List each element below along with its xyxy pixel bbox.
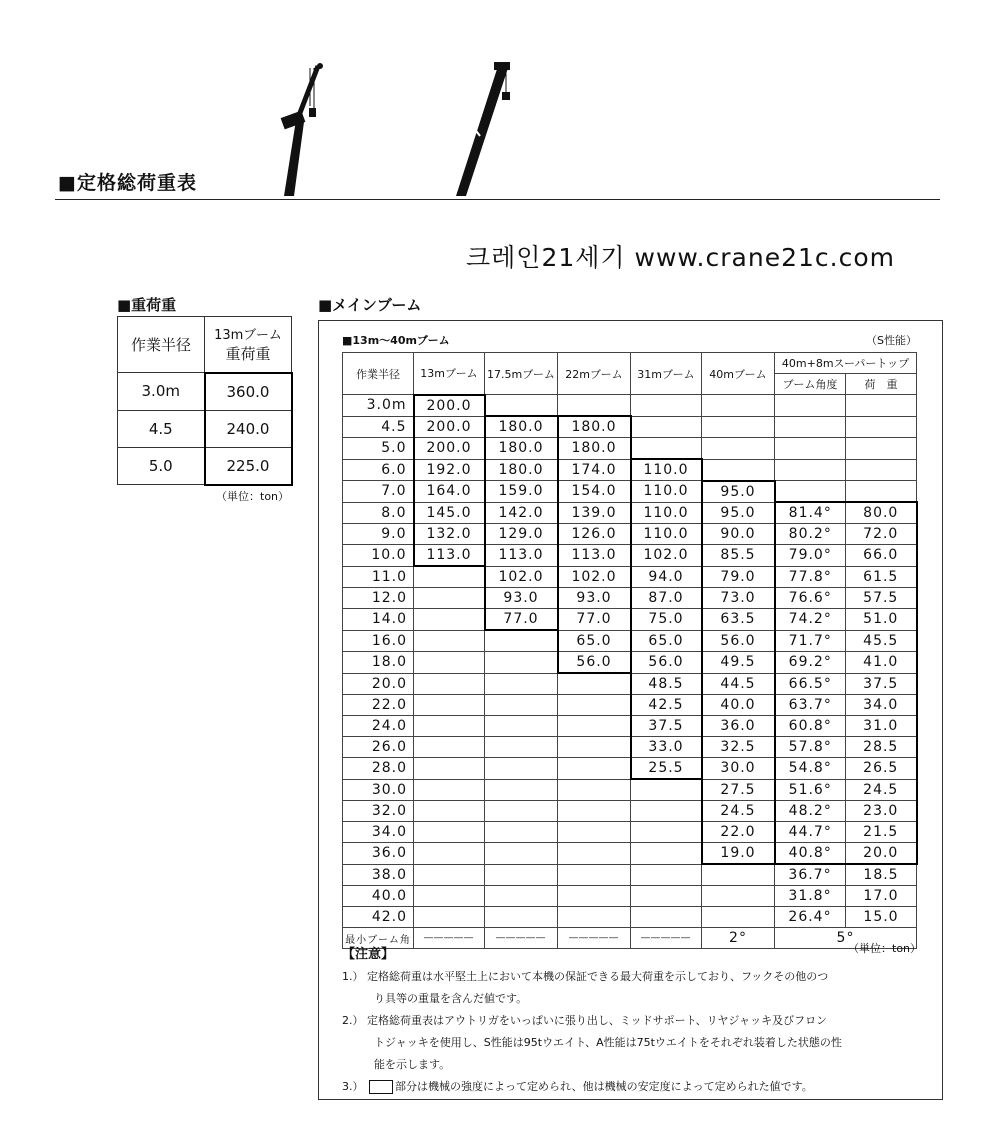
main-spec: （S性能） <box>866 334 917 347</box>
load-13m <box>414 843 485 865</box>
load-31m <box>631 438 702 460</box>
radius-cell: 26.0 <box>343 737 414 758</box>
load-22m <box>558 779 631 801</box>
table-row <box>343 566 917 588</box>
load-17-5m: 129.0 <box>485 524 558 545</box>
load-31m: 110.0 <box>631 524 702 545</box>
load-22m: 56.0 <box>558 652 631 674</box>
load-22m: 174.0 <box>558 459 631 481</box>
load-17-5m <box>485 843 558 865</box>
load-31m: 75.0 <box>631 609 702 631</box>
load-31m: 65.0 <box>631 630 702 652</box>
load-17-5m: 102.0 <box>485 566 558 588</box>
radius-cell: 40.0 <box>343 886 414 907</box>
super-load: 15.0 <box>846 907 917 928</box>
load-31m <box>631 801 702 822</box>
super-load: 51.0 <box>846 609 917 631</box>
table-row <box>343 630 917 652</box>
min-angle-value: 2° <box>702 928 775 949</box>
load-22m: 93.0 <box>558 588 631 609</box>
load-40m: 90.0 <box>702 524 775 545</box>
load-40m: 22.0 <box>702 822 775 843</box>
load-40m: 24.5 <box>702 801 775 822</box>
super-angle: 44.7° <box>775 822 846 843</box>
min-angle-value: ――――― <box>485 928 558 949</box>
load-13m <box>414 609 485 631</box>
load-40m: 44.5 <box>702 673 775 695</box>
load-13m <box>414 588 485 609</box>
load-13m: 145.0 <box>414 502 485 524</box>
super-angle <box>775 459 846 481</box>
min-angle-value: ――――― <box>558 928 631 949</box>
load-17-5m <box>485 630 558 652</box>
super-load: 21.5 <box>846 822 917 843</box>
load-13m <box>414 801 485 822</box>
load-17-5m <box>485 695 558 716</box>
super-load <box>846 395 917 417</box>
notes-heading: 【注意】 <box>342 947 395 962</box>
super-load: 23.0 <box>846 801 917 822</box>
load-17-5m: 93.0 <box>485 588 558 609</box>
main-section-title: ■メインブーム <box>318 296 422 314</box>
load-31m <box>631 779 702 801</box>
load-22m: 102.0 <box>558 566 631 588</box>
load-31m: 25.5 <box>631 758 702 780</box>
super-load: 26.5 <box>846 758 917 780</box>
load-13m: 132.0 <box>414 524 485 545</box>
super-angle <box>775 416 846 438</box>
table-row <box>343 416 917 438</box>
super-angle: 40.8° <box>775 843 846 865</box>
super-load: 80.0 <box>846 502 917 524</box>
note-text: 部分は機械の強度によって定められ、他は機械の安定度によって定められた値です。 <box>395 1080 813 1093</box>
super-load: 20.0 <box>846 843 917 865</box>
load-17-5m: 113.0 <box>485 545 558 567</box>
load-40m: 95.0 <box>702 481 775 503</box>
table-row <box>343 822 917 843</box>
radius-cell: 34.0 <box>343 822 414 843</box>
super-angle: 60.8° <box>775 716 846 737</box>
min-angle-value: ――――― <box>414 928 485 949</box>
load-31m: 94.0 <box>631 566 702 588</box>
load-31m: 56.0 <box>631 652 702 674</box>
load-17-5m <box>485 801 558 822</box>
note-number: 2.） <box>342 1014 364 1027</box>
main-header-13m: 13mブーム <box>414 353 485 395</box>
main-unit: （単位：ton） <box>848 942 922 955</box>
load-22m: 65.0 <box>558 630 631 652</box>
radius-cell: 3.0m <box>343 395 414 417</box>
load-13m <box>414 758 485 780</box>
load-17-5m: 180.0 <box>485 416 558 438</box>
super-angle: 54.8° <box>775 758 846 780</box>
load-17-5m <box>485 758 558 780</box>
radius-cell: 9.0 <box>343 524 414 545</box>
load-13m <box>414 673 485 695</box>
table-row <box>343 524 917 545</box>
load-17-5m: 77.0 <box>485 609 558 631</box>
radius-cell: 24.0 <box>343 716 414 737</box>
load-17-5m <box>485 716 558 737</box>
load-22m <box>558 395 631 417</box>
load-40m: 32.5 <box>702 737 775 758</box>
load-17-5m: 142.0 <box>485 502 558 524</box>
load-13m: 200.0 <box>414 395 485 417</box>
notes-section <box>342 944 922 1098</box>
note-3 <box>342 1076 922 1098</box>
super-load <box>846 416 917 438</box>
load-22m: 126.0 <box>558 524 631 545</box>
load-22m <box>558 673 631 695</box>
load-31m: 110.0 <box>631 481 702 503</box>
super-load <box>846 459 917 481</box>
heavy-load-table <box>117 316 293 486</box>
load-40m: 49.5 <box>702 652 775 674</box>
load-40m: 56.0 <box>702 630 775 652</box>
table-row <box>343 907 917 928</box>
super-angle: 77.8° <box>775 566 846 588</box>
note-2 <box>342 1010 922 1032</box>
load-22m <box>558 822 631 843</box>
heavy-header-boom-line1: 13mブーム <box>214 328 282 344</box>
super-load: 57.5 <box>846 588 917 609</box>
load-17-5m: 180.0 <box>485 438 558 460</box>
watermark: 크레인21세기 www.crane21c.com <box>466 243 895 272</box>
page-title: ■定格総荷重表 <box>58 172 197 194</box>
load-31m <box>631 416 702 438</box>
radius-cell: 6.0 <box>343 459 414 481</box>
super-angle: 74.2° <box>775 609 846 631</box>
super-load: 37.5 <box>846 673 917 695</box>
load-40m <box>702 416 775 438</box>
load-40m: 63.5 <box>702 609 775 631</box>
super-angle: 80.2° <box>775 524 846 545</box>
super-load: 66.0 <box>846 545 917 567</box>
load-40m <box>702 395 775 417</box>
super-load: 24.5 <box>846 779 917 801</box>
super-angle: 81.4° <box>775 502 846 524</box>
radius-cell: 7.0 <box>343 481 414 503</box>
load-13m <box>414 737 485 758</box>
load-40m <box>702 438 775 460</box>
load-31m: 110.0 <box>631 502 702 524</box>
table-row <box>343 695 917 716</box>
super-angle <box>775 481 846 503</box>
heavy-radius: 4.5 <box>118 410 205 447</box>
super-load <box>846 481 917 503</box>
radius-cell: 42.0 <box>343 907 414 928</box>
crane-illustration-folded <box>270 58 340 198</box>
main-header-boom-angle: ブーム角度 <box>775 374 846 395</box>
table-row <box>343 758 917 780</box>
heavy-unit: （単位：ton） <box>216 490 290 503</box>
load-22m <box>558 695 631 716</box>
load-22m <box>558 864 631 886</box>
note-text: 定格総荷重表はアウトリガをいっぱいに張り出し、ミッドサポート、リヤジャッキ及びフロン <box>367 1014 828 1027</box>
main-header-31m: 31mブーム <box>631 353 702 395</box>
table-row <box>343 652 917 674</box>
load-40m: 73.0 <box>702 588 775 609</box>
heavy-load: 240.0 <box>205 410 292 447</box>
load-17-5m <box>485 395 558 417</box>
super-angle: 48.2° <box>775 801 846 822</box>
heavy-load: 225.0 <box>205 447 292 485</box>
super-load: 17.0 <box>846 886 917 907</box>
super-angle: 71.7° <box>775 630 846 652</box>
main-header-40m: 40mブーム <box>702 353 775 395</box>
table-row <box>343 609 917 631</box>
load-13m <box>414 695 485 716</box>
load-17-5m <box>485 864 558 886</box>
load-31m <box>631 886 702 907</box>
load-17-5m: 159.0 <box>485 481 558 503</box>
super-load: 61.5 <box>846 566 917 588</box>
note-number: 3.） <box>342 1080 364 1093</box>
table-row <box>343 673 917 695</box>
table-row <box>343 545 917 567</box>
load-13m: 200.0 <box>414 438 485 460</box>
load-40m: 27.5 <box>702 779 775 801</box>
radius-cell: 28.0 <box>343 758 414 780</box>
main-header-load: 荷 重 <box>846 374 917 395</box>
super-load: 34.0 <box>846 695 917 716</box>
load-13m <box>414 566 485 588</box>
heavy-header-radius: 作業半径 <box>118 317 205 373</box>
load-17-5m <box>485 779 558 801</box>
load-40m: 19.0 <box>702 843 775 865</box>
load-31m: 102.0 <box>631 545 702 567</box>
radius-cell: 5.0 <box>343 438 414 460</box>
heavy-header-boom <box>205 317 292 373</box>
heavy-radius: 3.0m <box>118 373 205 411</box>
super-load <box>846 438 917 460</box>
table-row <box>343 395 917 417</box>
load-13m <box>414 886 485 907</box>
super-angle: 26.4° <box>775 907 846 928</box>
radius-cell: 14.0 <box>343 609 414 631</box>
load-40m: 36.0 <box>702 716 775 737</box>
table-row <box>343 481 917 503</box>
load-40m <box>702 907 775 928</box>
super-angle <box>775 438 846 460</box>
load-13m <box>414 630 485 652</box>
load-13m <box>414 779 485 801</box>
min-angle-label: 最小ブーム角 <box>343 928 414 949</box>
radius-cell: 36.0 <box>343 843 414 865</box>
radius-cell: 18.0 <box>343 652 414 674</box>
load-22m <box>558 907 631 928</box>
radius-cell: 20.0 <box>343 673 414 695</box>
load-17-5m <box>485 737 558 758</box>
load-31m <box>631 822 702 843</box>
super-load: 31.0 <box>846 716 917 737</box>
load-13m <box>414 907 485 928</box>
table-row <box>343 864 917 886</box>
load-17-5m <box>485 886 558 907</box>
load-17-5m <box>485 907 558 928</box>
crane-illustration-straight <box>450 58 520 198</box>
load-40m: 95.0 <box>702 502 775 524</box>
load-31m: 110.0 <box>631 459 702 481</box>
load-22m <box>558 758 631 780</box>
heavy-load: 360.0 <box>205 373 292 411</box>
load-22m: 180.0 <box>558 438 631 460</box>
load-13m <box>414 716 485 737</box>
table-row <box>343 438 917 460</box>
table-row <box>343 716 917 737</box>
load-40m: 85.5 <box>702 545 775 567</box>
load-13m <box>414 822 485 843</box>
note-2-cont-2: 能を示します。 <box>374 1058 451 1071</box>
note-1-cont: り具等の重量を含んだ値です。 <box>374 992 528 1005</box>
load-22m <box>558 843 631 865</box>
radius-cell: 10.0 <box>343 545 414 567</box>
radius-cell: 16.0 <box>343 630 414 652</box>
note-text: 定格総荷重は水平堅土上において本機の保証できる最大荷重を示しており、フックその他のつ <box>367 970 829 983</box>
load-22m <box>558 801 631 822</box>
super-load: 45.5 <box>846 630 917 652</box>
load-31m <box>631 864 702 886</box>
min-angle-value: 5° <box>775 928 917 949</box>
super-angle: 76.6° <box>775 588 846 609</box>
load-31m <box>631 843 702 865</box>
load-22m <box>558 716 631 737</box>
load-40m: 79.0 <box>702 566 775 588</box>
load-22m <box>558 886 631 907</box>
super-angle: 63.7° <box>775 695 846 716</box>
main-subtitle: ■13m～40mブーム <box>342 334 450 347</box>
heavy-header-boom-line2: 重荷重 <box>225 345 271 364</box>
load-13m: 113.0 <box>414 545 485 567</box>
radius-cell: 38.0 <box>343 864 414 886</box>
load-22m <box>558 737 631 758</box>
load-40m <box>702 886 775 907</box>
heavy-section-title: ■重荷重 <box>117 296 177 314</box>
main-header-radius: 作業半径 <box>343 353 414 395</box>
main-header-17-5m: 17.5mブーム <box>485 353 558 395</box>
table-row <box>343 588 917 609</box>
table-row <box>343 459 917 481</box>
load-17-5m: 180.0 <box>485 459 558 481</box>
note-number: 1.） <box>342 970 364 983</box>
note-1 <box>342 966 922 988</box>
main-header-super-top: 40m+8mスーパートップ <box>775 353 917 374</box>
radius-cell: 8.0 <box>343 502 414 524</box>
load-13m: 164.0 <box>414 481 485 503</box>
main-boom-table <box>342 352 918 949</box>
super-load: 72.0 <box>846 524 917 545</box>
super-angle: 79.0° <box>775 545 846 567</box>
super-angle: 31.8° <box>775 886 846 907</box>
load-31m: 48.5 <box>631 673 702 695</box>
load-22m: 180.0 <box>558 416 631 438</box>
radius-cell: 22.0 <box>343 695 414 716</box>
load-22m: 77.0 <box>558 609 631 631</box>
title-divider <box>55 199 940 200</box>
load-40m: 40.0 <box>702 695 775 716</box>
load-40m <box>702 459 775 481</box>
radius-cell: 4.5 <box>343 416 414 438</box>
super-angle: 57.8° <box>775 737 846 758</box>
radius-cell: 30.0 <box>343 779 414 801</box>
table-row <box>343 779 917 801</box>
table-row <box>343 843 917 865</box>
load-17-5m <box>485 673 558 695</box>
load-31m: 42.5 <box>631 695 702 716</box>
load-17-5m <box>485 822 558 843</box>
load-40m <box>702 864 775 886</box>
heavy-radius: 5.0 <box>118 447 205 485</box>
load-13m <box>414 652 485 674</box>
table-row <box>343 502 917 524</box>
load-31m: 33.0 <box>631 737 702 758</box>
table-row <box>343 801 917 822</box>
super-angle <box>775 395 846 417</box>
bold-box-legend <box>369 1080 393 1094</box>
load-22m: 139.0 <box>558 502 631 524</box>
load-31m: 37.5 <box>631 716 702 737</box>
main-header-22m: 22mブーム <box>558 353 631 395</box>
load-40m: 30.0 <box>702 758 775 780</box>
load-22m: 154.0 <box>558 481 631 503</box>
load-22m: 113.0 <box>558 545 631 567</box>
note-2-cont: トジャッキを使用し、S性能は95tウエイト、A性能は75tウエイトをそれぞれ装着した状態の性 <box>374 1036 842 1049</box>
super-angle: 51.6° <box>775 779 846 801</box>
load-31m: 87.0 <box>631 588 702 609</box>
radius-cell: 32.0 <box>343 801 414 822</box>
super-load: 18.5 <box>846 864 917 886</box>
table-row <box>343 737 917 758</box>
load-13m: 192.0 <box>414 459 485 481</box>
load-13m: 200.0 <box>414 416 485 438</box>
super-angle: 36.7° <box>775 864 846 886</box>
table-row <box>343 886 917 907</box>
super-angle: 66.5° <box>775 673 846 695</box>
radius-cell: 11.0 <box>343 566 414 588</box>
load-17-5m <box>485 652 558 674</box>
radius-cell: 12.0 <box>343 588 414 609</box>
load-31m <box>631 395 702 417</box>
super-angle: 69.2° <box>775 652 846 674</box>
min-angle-value: ――――― <box>631 928 702 949</box>
load-13m <box>414 864 485 886</box>
super-load: 28.5 <box>846 737 917 758</box>
load-31m <box>631 907 702 928</box>
super-load: 41.0 <box>846 652 917 674</box>
